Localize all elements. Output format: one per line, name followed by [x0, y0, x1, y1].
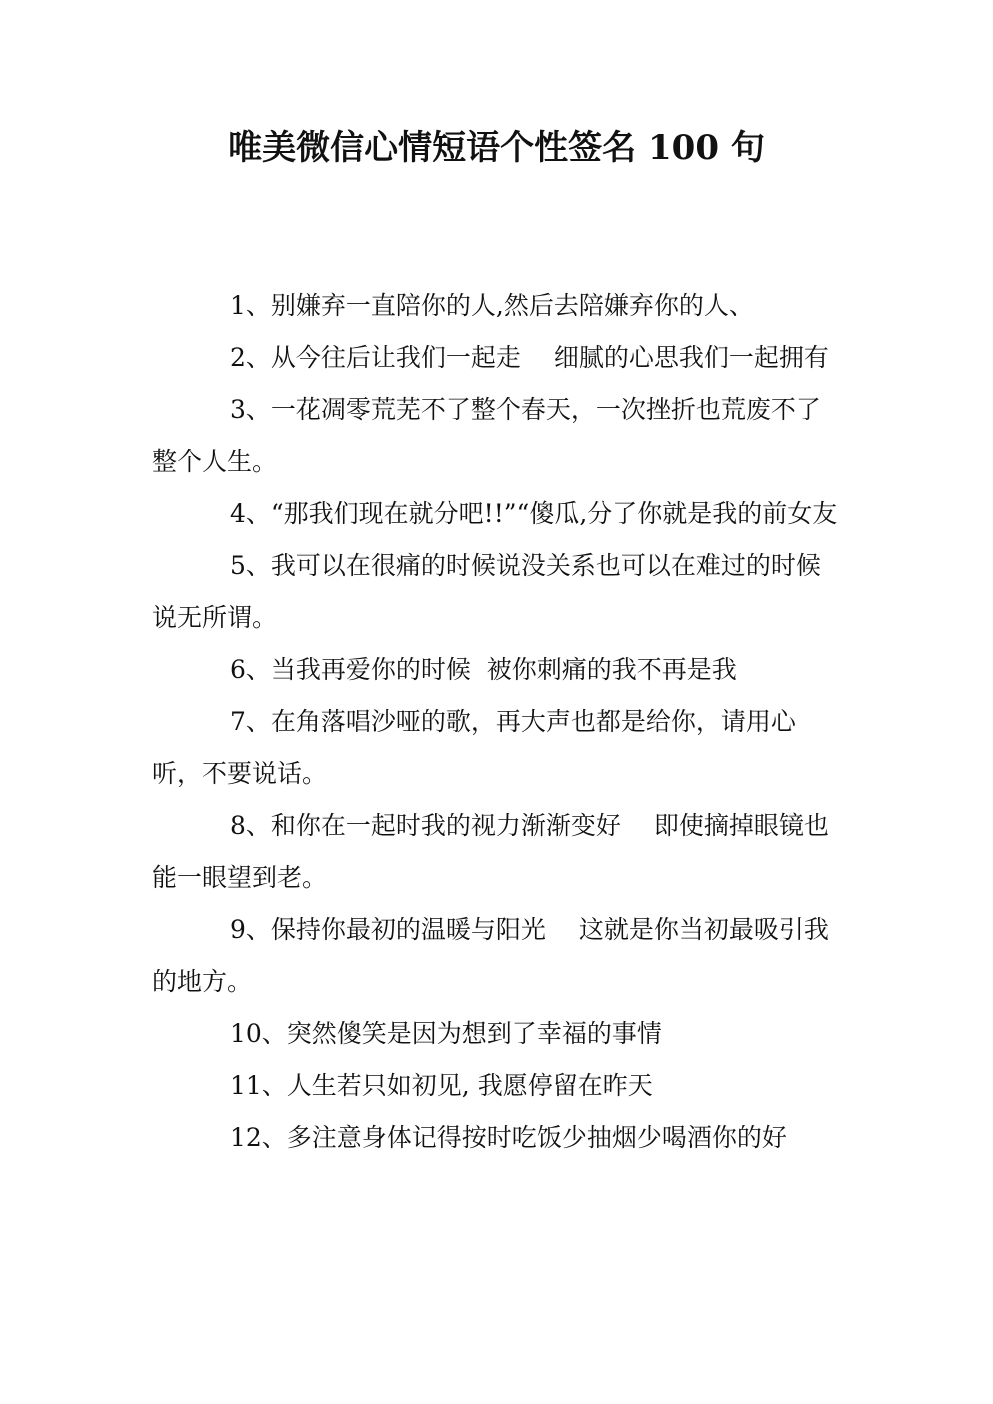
list-item: 11、人生若只如初见, 我愿停留在昨天: [230, 1071, 653, 1100]
list-item: 7、在角落唱沙哑的歌，再大声也都是给你，请用心听，不要说话。: [152, 707, 796, 788]
list-item: 2、从今往后让我们一起走 细腻的心思我们一起拥有: [230, 343, 829, 372]
document-title: 唯美微信心情短语个性签名 100 句: [228, 128, 765, 168]
list-item: 3、一花凋零荒芜不了整个春天，一次挫折也荒废不了整个人生。: [152, 395, 821, 476]
list-item: 6、当我再爱你的时候 被你刺痛的我不再是我: [230, 655, 737, 684]
list-item: 4、“那我们现在就分吧!!”“傻瓜,分了你就是我的前女友: [230, 499, 838, 528]
list-item: 10、突然傻笑是因为想到了幸福的事情: [230, 1019, 662, 1048]
list-item: 1、别嫌弃一直陪你的人,然后去陪嫌弃你的人、: [230, 291, 754, 320]
list-item: 8、和你在一起时我的视力渐渐变好 即使摘掉眼镜也能一眼望到老。: [152, 811, 829, 892]
list-item: 9、保持你最初的温暖与阳光 这就是你当初最吸引我的地方。: [152, 915, 829, 996]
document-body: [152, 280, 844, 1164]
list-item: 5、我可以在很痛的时候说没关系也可以在难过的时候说无所谓。: [152, 551, 821, 632]
list-item: 12、多注意身体记得按时吃饭少抽烟少喝酒你的好: [230, 1123, 787, 1152]
